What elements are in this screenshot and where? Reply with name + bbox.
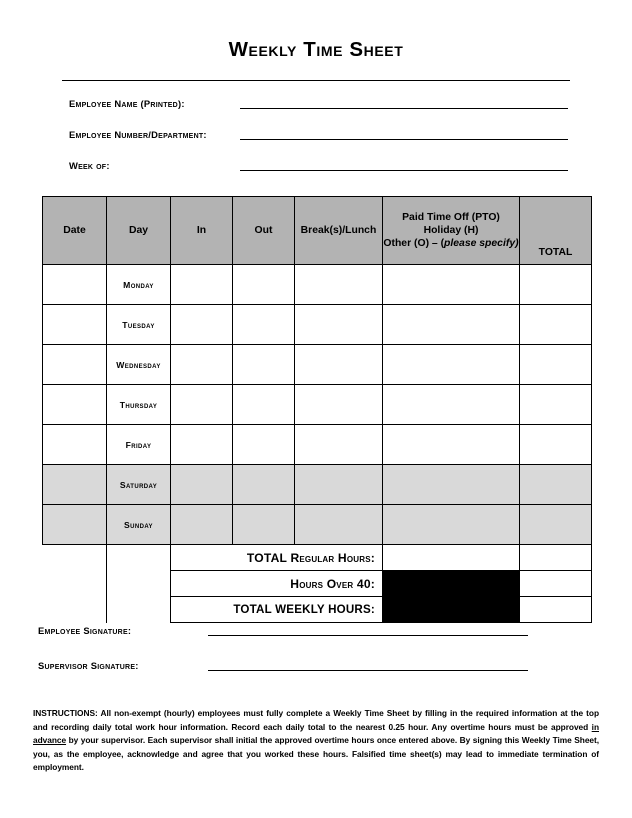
table-row [43, 505, 592, 545]
cell-pto[interactable] [383, 505, 520, 545]
signature-row-supervisor [0, 655, 632, 690]
header-pto-specify: please specify) [444, 238, 519, 250]
signature-section [0, 620, 632, 690]
instructions-paragraph [33, 707, 599, 775]
supervisor-signature-line[interactable] [208, 670, 528, 671]
cell-pto[interactable] [383, 305, 520, 345]
cell-break[interactable] [295, 345, 383, 385]
employee-signature-label: Employee Signature: [38, 625, 132, 636]
header-pto-line1: Paid Time Off (PTO) [402, 211, 500, 223]
signature-row-employee [0, 620, 632, 655]
cell-day-label: Wednesday [107, 345, 171, 385]
cell-date[interactable] [43, 465, 107, 505]
cell-in[interactable] [171, 305, 233, 345]
total-weekly-hours-pto-blocked-cell [383, 597, 520, 623]
cell-date[interactable] [43, 385, 107, 425]
employee-name-label: Employee Name (Printed): [69, 98, 185, 109]
cell-total[interactable] [520, 465, 592, 505]
cell-in[interactable] [171, 505, 233, 545]
total-weekly-hours-row [43, 597, 592, 623]
hours-over-40-value[interactable] [520, 571, 592, 597]
table-row [43, 465, 592, 505]
spacer-cell [107, 597, 171, 623]
table-row [43, 265, 592, 305]
employee-number-label: Employee Number/Department: [69, 129, 207, 140]
cell-date[interactable] [43, 425, 107, 465]
instructions-part-2: by your supervisor. Each supervisor shall initial the approved overtime hours once entered above. By signing this Weekly Time Sheet, you, as the employee, acknowledge and agree that you worked these hours. Falsified time sheet(s) may lead to immediate termination of employment. [33, 735, 599, 773]
cell-total[interactable] [520, 505, 592, 545]
header-in: In [171, 197, 233, 265]
hours-over-40-row [43, 571, 592, 597]
cell-out[interactable] [233, 265, 295, 305]
cell-date[interactable] [43, 305, 107, 345]
cell-total[interactable] [520, 385, 592, 425]
cell-in[interactable] [171, 265, 233, 305]
timesheet-table [42, 196, 592, 623]
cell-break[interactable] [295, 305, 383, 345]
field-row-employee-number [0, 123, 632, 154]
header-break: Break(s)/Lunch [295, 197, 383, 265]
total-regular-hours-value[interactable] [520, 545, 592, 571]
cell-total[interactable] [520, 425, 592, 465]
total-regular-hours-pto-cell[interactable] [383, 545, 520, 571]
cell-break[interactable] [295, 265, 383, 305]
spacer-cell [43, 571, 107, 597]
cell-pto[interactable] [383, 385, 520, 425]
cell-pto[interactable] [383, 345, 520, 385]
instructions-part-1: INSTRUCTIONS: All non-exempt (hourly) employees must fully complete a Weekly Time Sheet by filling in the required information at the top and recording daily total work hour information. Record each daily total to the nearest 0.25 hour. Any overtime hours must be approved [33, 708, 599, 732]
cell-out[interactable] [233, 385, 295, 425]
total-regular-hours-label: TOTAL Regular Hours: [171, 545, 383, 571]
header-date: Date [43, 197, 107, 265]
cell-day-label: Saturday [107, 465, 171, 505]
cell-day-label: Tuesday [107, 305, 171, 345]
employee-name-input-line[interactable] [240, 108, 568, 109]
employee-signature-line[interactable] [208, 635, 528, 636]
timesheet-body [43, 265, 592, 623]
cell-out[interactable] [233, 425, 295, 465]
cell-total[interactable] [520, 345, 592, 385]
cell-total[interactable] [520, 305, 592, 345]
header-total: TOTAL [520, 197, 592, 265]
hours-over-40-pto-blocked-cell [383, 571, 520, 597]
supervisor-signature-label: Supervisor Signature: [38, 660, 139, 671]
cell-in[interactable] [171, 465, 233, 505]
instructions-underlined-phrase: in advance [33, 721, 599, 746]
page-title: Weekly Time Sheet [228, 38, 404, 61]
employee-info-section [0, 92, 632, 185]
total-weekly-hours-label: TOTAL WEEKLY HOURS: [171, 597, 383, 623]
cell-day-label: Friday [107, 425, 171, 465]
cell-pto[interactable] [383, 265, 520, 305]
hours-over-40-label: Hours Over 40: [171, 571, 383, 597]
header-day: Day [107, 197, 171, 265]
week-of-label: Week of: [69, 160, 110, 171]
cell-day-label: Sunday [107, 505, 171, 545]
title-divider [62, 80, 570, 81]
cell-break[interactable] [295, 385, 383, 425]
employee-number-input-line[interactable] [240, 139, 568, 140]
total-regular-hours-row [43, 545, 592, 571]
spacer-cell [107, 571, 171, 597]
cell-day-label: Thursday [107, 385, 171, 425]
week-of-input-line[interactable] [240, 170, 568, 171]
cell-break[interactable] [295, 465, 383, 505]
cell-out[interactable] [233, 305, 295, 345]
cell-out[interactable] [233, 345, 295, 385]
table-header-row [43, 197, 592, 265]
spacer-cell [107, 545, 171, 571]
header-out: Out [233, 197, 295, 265]
cell-total[interactable] [520, 265, 592, 305]
cell-out[interactable] [233, 505, 295, 545]
cell-day-label: Monday [107, 265, 171, 305]
header-pto-line3: Other (O) – ( [383, 238, 445, 250]
field-row-employee-name [0, 92, 632, 123]
spacer-cell [43, 597, 107, 623]
cell-date[interactable] [43, 265, 107, 305]
cell-pto[interactable] [383, 465, 520, 505]
cell-pto[interactable] [383, 425, 520, 465]
table-row [43, 385, 592, 425]
cell-out[interactable] [233, 465, 295, 505]
field-row-week-of [0, 154, 632, 185]
cell-break[interactable] [295, 425, 383, 465]
cell-in[interactable] [171, 385, 233, 425]
cell-in[interactable] [171, 425, 233, 465]
table-row [43, 425, 592, 465]
cell-break[interactable] [295, 505, 383, 545]
cell-date[interactable] [43, 345, 107, 385]
cell-date[interactable] [43, 505, 107, 545]
table-row [43, 345, 592, 385]
spacer-cell [43, 545, 107, 571]
header-pto [383, 197, 520, 265]
cell-in[interactable] [171, 345, 233, 385]
total-weekly-hours-value[interactable] [520, 597, 592, 623]
header-pto-line2: Holiday (H) [423, 224, 479, 236]
table-row [43, 305, 592, 345]
